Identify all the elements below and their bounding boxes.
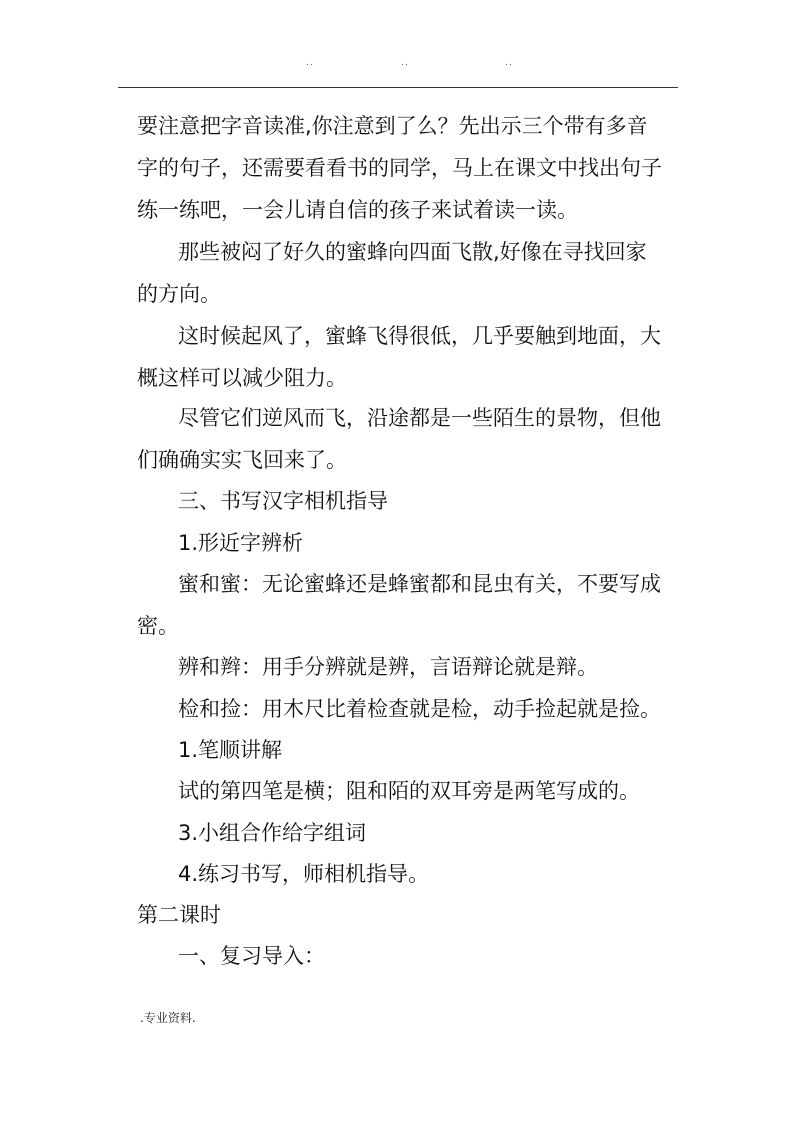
header-dot-mark: .. (401, 58, 409, 68)
body-line: 的方向。 (137, 282, 221, 306)
body-line: 尽管它们逆风而飞，沿途都是一些陌生的景物，但他 (178, 406, 661, 430)
body-line: 试的第四笔是横；阻和陌的双耳旁是两笔写成的。 (178, 779, 640, 803)
header-dot-mark: .. (505, 58, 513, 68)
body-line: 要注意把字音读准,你注意到了么？先出示三个带有多音 (137, 114, 648, 138)
section-heading: 三、书写汉字相机指导 (178, 489, 388, 513)
subsection-heading: 1.笔顺讲解 (178, 738, 283, 762)
body-line: 蜜和蜜：无论蜜蜂还是蜂蜜都和昆虫有关，不要写成 (178, 572, 661, 596)
subsection-heading: 3.小组合作给字组词 (178, 821, 367, 845)
body-line: 字的句子，还需要看看书的同学，马上在课文中找出句子 (137, 156, 662, 180)
body-line: 们确确实实飞回来了。 (137, 448, 347, 472)
footer-label: .专业资料. (140, 1011, 196, 1025)
body-line: 辨和辫：用手分辨就是辨，言语辩论就是辩。 (178, 655, 598, 679)
subsection-heading: 1.形近字辨析 (178, 531, 304, 555)
body-line: 概这样可以减少阻力。 (137, 366, 347, 390)
section-heading: 一、复习导入： (178, 944, 325, 968)
body-line: 那些被闷了好久的蜜蜂向四面飞散,好像在寻找回家 (178, 240, 647, 264)
body-line: 检和捡：用木尺比着检查就是检，动手捡起就是捡。 (178, 697, 661, 721)
body-line: 密。 (137, 614, 179, 638)
header-rule (118, 87, 678, 88)
body-line: 练一练吧，一会儿请自信的孩子来试着读一读。 (137, 198, 578, 222)
lesson-heading: 第二课时 (137, 903, 221, 927)
body-line: 这时候起风了，蜜蜂飞得很低，几乎要触到地面，大 (178, 324, 661, 348)
subsection-heading: 4.练习书写，师相机指导。 (178, 862, 430, 886)
header-dot-mark: .. (306, 58, 314, 68)
